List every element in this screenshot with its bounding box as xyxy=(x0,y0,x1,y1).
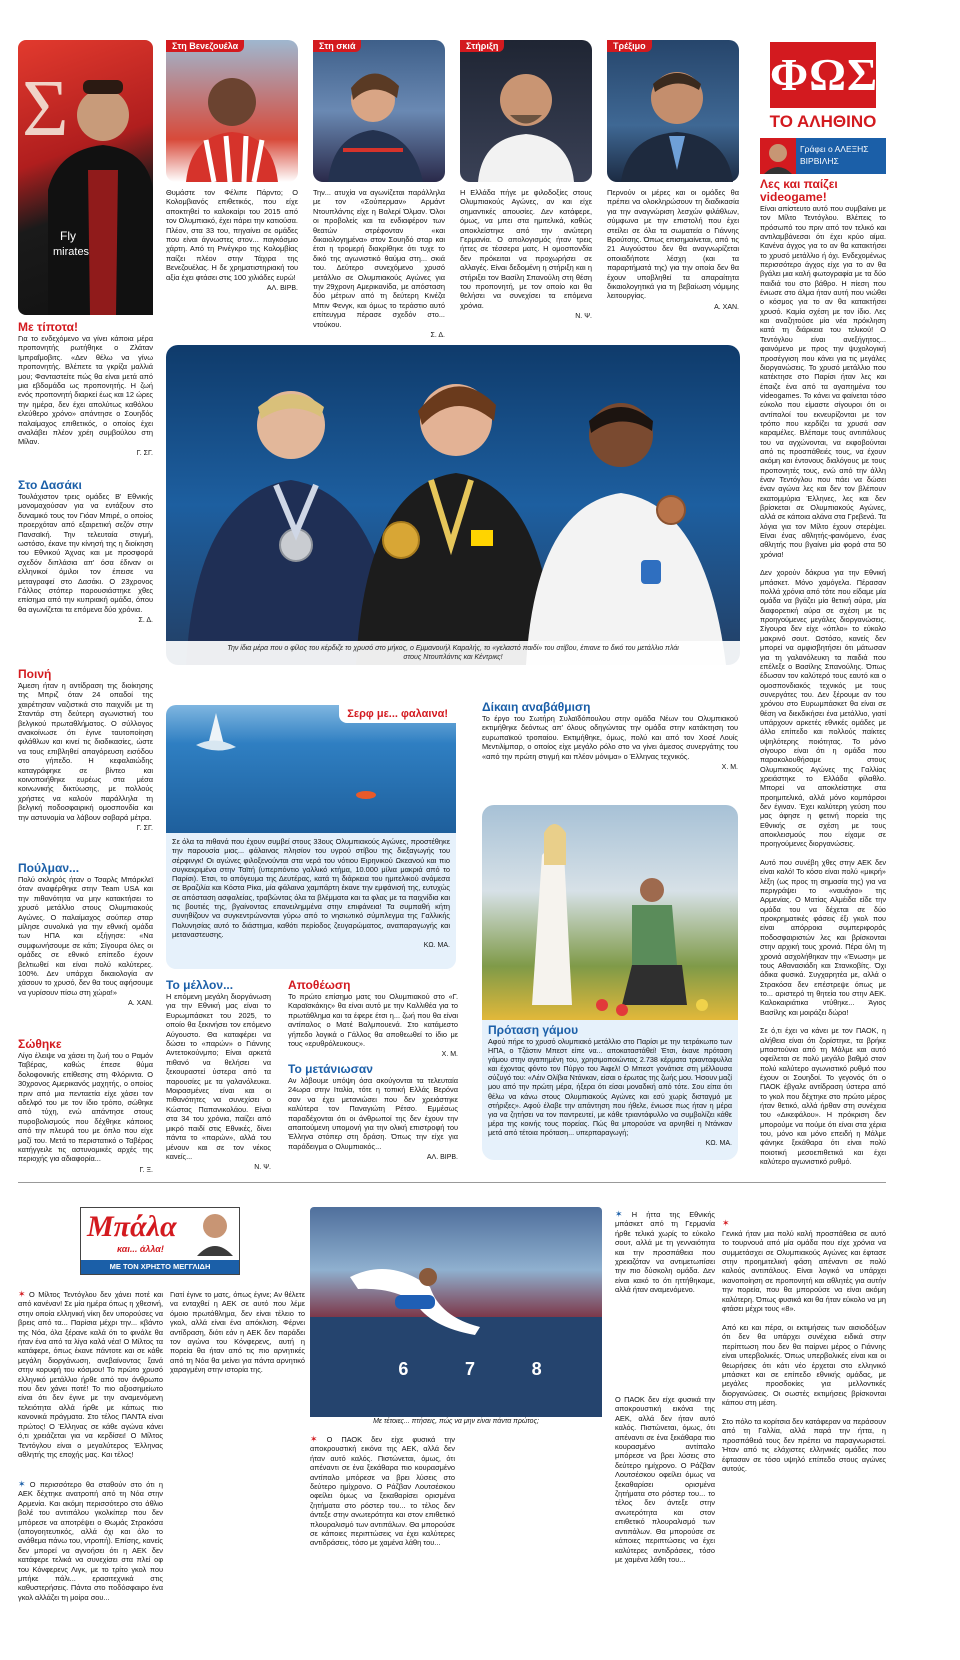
surf-photo xyxy=(166,705,456,833)
author-sig: ΑΛ. ΒΙΡΒ. xyxy=(266,285,298,293)
article-title: Ποινή xyxy=(18,667,52,681)
article-text: Λίγο έλειψε να χάσει τη ζωή του ο Ραμόν Ταβέρας, καθώς έπεσε θύμα δολοφονικής επίθεσης στη Φλόριντα. Ο 30χρονος Αμερικανός μαχητής, ο οποίος πριν από μια πενταετία είχε χάσει τον αδελφό του με τον ίδιο τρόπο, σώθηκε από τύχη, ενώ απάντησε στους πυροβολισμούς που δέχθηκε κάποιος από την πλευρά του με όπλο που είχε μαζί του. Μετά το περιστατικό ο Ταβέρας κατήγγειλε τις αστυνομικές αρχές της περιοχής για αδιαφορία... xyxy=(18,1051,153,1164)
top-column-text: Η Ελλάδα πήγε με φιλοδοξίες στους Ολυμπιακούς Αγώνες, αν και είχε σημαντικές απουσίες. Δεν κατάφερε, όμως, να μπει στα ημιτελικά, καθώς αποκλείστηκε από την ανώτερη Γερμανία. Ο απολογισμός ήταν τρεις ήττες σε τέσσερα ματς. Η ομοσπονδία δεν πρόκειται να προχωρήσει σε αλλαγές. Είναι δεδομένη η στήριξη και η στήριξει τον Βασίλη Σπανούλη στη θέση του προπονητή, με τον οποίο και θα θελήσει να συνεχίσει τα επόμενα χρόνια. xyxy=(460,188,592,310)
author-sig: Ν. Ψ. xyxy=(575,313,592,321)
star-icon: ✶ xyxy=(615,1209,623,1219)
article-text: Αφού πήρε το χρυσό ολυμπιακό μετάλλιο στο Παρίσι με την τετράκωπο των ΗΠΑ, ο Τζάστιν Μπεστ είπε να... αποκαταστάθεί! Έτσι, έκανε πρόταση γάμου στην αγαπημένη του, χρησιμοποιώντας 2.738 κέρματα τριανταφυλλα και έχοντας φόντο τον Πύργο του Άιφελ! Ο Μπεστ γονάτισε στη μέλλουσα σύζυγό του: «Λέιν Ολίβια Ντάνκαν, είσαι ο έρωτας της ζωής μου. Ήσουν μαζί μου από την πρώτη μέρα, ήξερα ότι είσαι μοναδική από τότε. Σου είπα ότι θέλω να κάνω στους Ολυμπιακούς Αγώνες και εσύ χωρίς δισταγμό με στήριξες». Αφού έλαβε την απάντηση που ήθελε, ένιωσε πως ήταν η μέρα για να ζητήσει να τον παντρευτεί, με κάθε τριαντάφυλλο να συμβολίζει κάθε μέρα της κοινής τους πορείας. Πώς θα μπορούσε να αρνηθεί η Ντάνκαν μετά από τέτοια πρόταση... υπερπαραγωγή; xyxy=(488,1037,732,1137)
article-title: Πούλμαν... xyxy=(18,861,80,875)
spanoulis-photo xyxy=(460,40,592,182)
surf-text: Σε όλα τα πιθανά που έχουν συμβεί στους 33ους Ολυμπιακούς Αγώνες, προστέθηκε την παρουσία μιας... φάλαινας πλησίον του υγρού στίβου της διεξαγωγής του σέρφινγκ! Οι αγώνες φιλοξενούνται στα νερά του νότιου Ειρηνικού Ωκεανού και πιο συγκεκριμένα στην Ταϊτή (υπερπόντιο γαλλικό κτήμα, 10.000 μίλια μακριά από το Παρίσι). Έτσι, το απόγευμα της Δευτέρας, κατά τη διάρκεια του ημιτελικού ανάμεσα σε Βραζιλία και Κόστα Ρίκα, μία φάλαινα χαμπάρτη έκανε την εμφάνισή της, ευτυχώς σε απόσταση ασφαλείας, τραβώντας όλα τα βλέμματα και τα φλας με τα παιχνίδια και τις βουτιές της, βγαίνοντας επανειλημμένα στην επιφάνεια! Τα συμπαθή κήτη συνηθίζουν να συγκεντρώνονται γύρω από το νησιωτικό σύμπλεγμα της Γαλλικής Πολυνησίας αυτό το διάστημα, καθότι περίοδος ζευγαρώματος, αναπαραγωγής και μεταναστευσης. xyxy=(172,837,450,939)
left-article-5 xyxy=(18,1037,153,1177)
whale-icon xyxy=(166,705,456,833)
photo-label: Τρέξιμο xyxy=(607,40,652,52)
top-column-text: Θυμάστε τον Φέλιπε Πάρντο; Ο Κολομβιανός επιθετικός, που είχε αποκτηθεί το καλοκαίρι του 2015 από τον Ολυμπιακό, έχει πάρει την κατιούσα. Πλέον, στα 33 του, πηγαίνει σε ομάδες που είναι άγνωστες στον... παγκόσμιο χάρτη. Από τη Ρινέγκρο της Κολομβίας παίζει πλέον στην Τάχιρα της Βενεζουέλας. Η δε χρηματιστηριακή του αξία έχει φτάσει στις 100 χιλιάδες ευρώ! xyxy=(166,188,298,282)
left-article-2 xyxy=(18,478,153,663)
mpala-col-5 xyxy=(722,1210,886,1650)
author-sig: ΑΛ. ΒΙΡΒ. xyxy=(426,1154,458,1162)
right-column xyxy=(760,178,886,1180)
photo-label: Στήριξη xyxy=(460,40,504,52)
author-sig: Σ. Δ. xyxy=(430,332,445,340)
top-column-2 xyxy=(313,188,445,338)
column-text: Ο περισσότερο θα σταθούν στο ότι η ΑΕΚ δέχτηκε ανατροπή από τη Νόα στην Αρμενία. Και ακόμη περισσότερο στο άθλιο βολέ του αντιπάλου γκολκίπερ που δεν μπόρεσε να αποτρέψει ο Θωμάς Στρακόσα (απογοητευτικός, αλλά όχι και όλο το ανάθεμα πάνω του, ντροπή). Επίσης, κανείς δεν μπορεί να αγνοήσει ότι η ΑΕΚ δεν κατάφερε τελικά να συνεχίσει στα πλεί οφ του Κόνφερενς Λιγκ, με το τρίτο γκολ που μπήκε πάλι... ερασιτεχνικά στις καθυστερήσεις. Πάντα στο ποδόσφαιρο ένα γκολ αλλάζει τη μοίρα σου... xyxy=(18,1480,163,1602)
author-sig: ΚΩ. ΜΑ. xyxy=(705,1140,732,1148)
player-portrait-icon xyxy=(166,40,298,182)
article-title: Το μέλλον... xyxy=(166,978,234,992)
byline-text: Γράφει ο ΑΛΕΞΗΣ ΒΙΡΒΙΛΗΣ xyxy=(800,144,869,166)
mpala-logo-main: Μπάλα xyxy=(87,1210,177,1243)
article-title: Με τίποτα! xyxy=(18,320,78,334)
column-text: Ο Μίλτος Τεντόγλου δεν χάνει ποτέ και από κανέναν! Σε μία ημέρα όπως η χθεσινή, στην οποία ελληνική νίκη δεν υπορούσες να βρεις από τα... Παρίσια μέχρι την... κβάντο της Νόα, όλα ξέρανε καλά ότι το φινάλε θα ήταν ένα από τα λίγα καλά νέα! Ο Μίλτος τα κατάφερε, όπως έκανε πάντοτε και σε κάθε μεγάλη διοργάνωση, ανεβαίνοντας ξανά στην κορυφή του κόσμου! Το πρώτο χρυσό ελληνικό μετάλλιο ήρθε από τον άνθρωπο που δεν χάνει ποτέ! Το πιο αξιοσημείωτο είναι ότι δεν έγινε με την αναμενόμενη τελειότητα αλλά ήρθε με κάπως πιο κανονικά πράγματα. Στο τέλος ΠΑΝΤΑ είναι πρώτος! Ο Έλληνας σε κάθε αγώνα κάνει ό,τι χρειάζεται για να κερδίσει! Ο Μίλτος Τεντόγλου είναι ο μεγαλύτερος Έλληνας αθλητής της εποχής μας. Και τέλος! xyxy=(18,1290,163,1459)
article-text: Άμεση ήταν η αντίδραση της διοίκησης της Μπριζ όταν 24 οπαδοί της χαιρέτησαν ναζιστικά στο παιχνίδι με τη Σταντάρ στη δεύτερη αγωνιστική του βελγικού πρωταθλήματος. Ο σύλλογος ανακοίνωσε ότι έγινε ταυτοποίηση φιλάθλων και κινεί τις διαδικασίες, ώστε να τους επιβληθεί απαγόρευση εισόδου στο γήπεδο. Η κεφαλαιώδης καταγράφηκε σε βίντεο και κοινοποιήθηκε ευρέως στα μέσα κοινωνικής δικτύωσης, με πολλούς χρήστες να καλούν παράλληλα τη βελγική ποδοσφαιρική ομοσπονδία και την αστυνομία να λάβουν σοβαρά μέτρα. xyxy=(18,681,153,822)
masthead-byline xyxy=(760,138,886,174)
mpala-col-2 xyxy=(18,1480,163,1650)
author-sig: ΚΩ. ΜΑ. xyxy=(423,942,450,950)
scoreboard-digit: 7 xyxy=(464,1359,475,1379)
article-title: Σώθηκε xyxy=(18,1037,62,1051)
zlatan-photo xyxy=(18,40,153,315)
article-text: Για το ενδεχόμενο να γίνει κάποια μέρα προπονητής ρωτήθηκε ο Ζλάταν Ιμπραΐμοβιτς. «Δεν θέλω να γίνω προπονητής. Βλέπετε τα γκρίζα μαλλιά μου; Φανταστείτε πώς θα είναι μετά από μια εβδομάδα ως προπονητής. Η ζωή ενός προπονητή διαρκεί έως και 12 ώρες την ημέρα, δεν έχει απολύτως καθόλου ελεύθερο χρόνο» απάντησε ο Σουηδός παλαίμαχος επιθετικός, ο οποίος έχει αναλάβει πλέον χρέη συμβούλου στη Μίλαν. xyxy=(18,334,153,447)
photo-label: Στη σκιά xyxy=(313,40,361,52)
mellon-article xyxy=(166,978,271,1172)
fos-logo-icon: ΦΩΣ xyxy=(770,49,879,100)
article-text: Αν λάβουμε υπόψη όσα ακούγονται τα τελευταία 24ωρα στην Ιταλία, τότε η τοπική Ελλάς Βερόνα σαν να έχει μετανιώσει που δεν χρειάστηκε καλύτερα τον Παναγιώτη Ρέτσο. Εμμέσως παραδέχονται ότι οι άνθρωποί της δεν έχουν την απαιτούμενη υπομονή για την ολική επιστροφή του Έλληνα στόπερ στη δράση. Όπως την είχε για παράδειγμα ο Ολυμπιακός... xyxy=(288,1076,458,1151)
surf-title: Σερφ με... φαλαινα! xyxy=(339,705,456,723)
masthead-subtitle: ΤΟ ΑΛΗΘΙΝΟ xyxy=(769,112,877,131)
jumper-icon xyxy=(310,1207,602,1417)
proposal-photo xyxy=(482,805,738,1020)
star-icon: ✶ xyxy=(18,1289,26,1299)
article-title: Στο Δασάκι xyxy=(18,478,82,492)
left-article-1 xyxy=(18,320,153,472)
podium-photo xyxy=(166,345,740,665)
star-icon: ✶ xyxy=(310,1434,318,1444)
pardo-photo xyxy=(166,40,298,182)
medalists-icon xyxy=(166,345,740,665)
article-title: Δίκαιη αναβάθμιση xyxy=(482,700,591,714)
author-avatar-icon xyxy=(760,138,796,174)
svg-text:Fly: Fly xyxy=(60,229,76,243)
author-sig: Α. ΧΑΝ. xyxy=(714,303,739,311)
column-text: Γιατί έγινε το ματς, όπως έγινε; Αν θέλετε να ενταχθεί η ΑΕΚ σε αυτό που λέμε όμοιο πρωτάθλημα, δεν είναι τέλειο το γκολ, αλλά είναι ένα απόκλιση. Φέρνει αντίδραση, διότι εάν η ΑΕΚ δεν παράδει τον αγώνα του Κόνφερενς, αυτή η πορεία θα ήταν από τις πιο αρνητικές από τη Νόα θα μείνει για πάντα αρνητικό χαραγμένη στην ιστορία της. xyxy=(170,1290,305,1375)
svg-text:mirates: mirates xyxy=(53,246,90,258)
column-text: Ο ΠΑΟΚ δεν είχε φυσικά την αποκρουστική εικόνα της ΑΕΚ, αλλά δεν ήταν αυτό καλός. Πιστώνεται, όμως, ότι απέναντι σε ένα ξεκάθαρα πιο κουρασμένο αντίπαλο μπόρεσε να βρει λύσεις στο δεύτερο ημίχρονο. Ο Ράζβαν Λουτσέσκου οφείλει όμως να ξεκαθαρίσει ορισμένα ζητήματα στο ρόστερ του... το τέλος δεν άντεξε στην ανωτερότητα και στον επιθετικό πλουραλισμό των αντιπάλων. Θα μπορούσε σε κάποιες περιπτώσεις να έχει καλύτερες αντιδράσεις, τόσο με χαμένα λάθη του... xyxy=(615,1395,715,1564)
photo-label: Στη Βενεζουέλα xyxy=(166,40,244,52)
dikaia-article xyxy=(482,700,738,800)
author-sig: Σ. Δ. xyxy=(138,617,153,625)
author-avatar-icon xyxy=(195,1210,235,1256)
article-text: Πολύ σκληρός ήταν ο Τσαρλς Μπάρκλεϊ όταν αναφέρθηκε στην Team USA και την πιθανότητα να μην κατακτήσει το χρυσό μετάλλιο στους Ολυμπιακούς Αγώνες. Ο παλαίμαχος σούπερ σταρ μίλησε συνολικά για την εθνική ομάδα των ΗΠΑ και εξήγησε: «Να συμφωνήσουμε σε κάτι; Σίγουρα όλες οι ομάδες σε εθνικό επίπεδο έχουν βελτιωθεί και είναι πολύ καλύτερες. 100%. Δεν υπάρχει δικαιολογία αν χάσουν το χρυσό, δεν θα τους αφήσουμε να γυρίσουν πίσω στη χώρα!» xyxy=(18,875,153,997)
scoreboard xyxy=(370,1357,570,1381)
longjump-caption: Με τέτοιες... πτήσεις, πώς να μην είναι πάντα πρώτος; xyxy=(373,1418,539,1425)
article-text: Τουλάχιστον τρεις ομάδες Β' Εθνικής μονομαχούσαν για να εντάξουν στο δυναμικό τους τον Γιόαν Μπιρέ, ο οποίος προερχόταν από εξαιρετική σεζόν στην Πανσαϊκή. Την τελευταία στιγμή, ωστόσο, έκανε την κίνησή της η διοίκηση του Εθνικού Άχνας και με προσφορά σχεδόν διπλάσια απ' όσα έδιναν οι ελληνικοί όμιλοι τον έπεισε να μεταγραφεί στο Δασάκι. Ο 23χρονος Γάλλος στόπερ παρουσιάστηκε χθες επίσημα από την κυπριακή ομάδα, όπου θα αγωνίζεται τα επόμενα δύο χρόνια. xyxy=(18,492,153,614)
mpala-logo-box xyxy=(80,1207,240,1275)
scoreboard-digit: 6 xyxy=(398,1359,409,1379)
star-icon: ✶ xyxy=(722,1218,730,1229)
article-title: Πρόταση γάμου xyxy=(488,1023,579,1037)
article-title: Το μετάνιωσαν xyxy=(288,1062,373,1076)
player-portrait-icon xyxy=(18,40,153,315)
left-article-3 xyxy=(18,667,153,857)
surf-text-box xyxy=(166,833,456,969)
column-text: Γενικά ήταν μια πολύ καλή προσπάθεια σε αυτό το τουρνουά από μία ομάδα που είχε χρόνια να συμμετάσχει σε Ολυμπιακούς Αγώνες και έφτασε στην προημιτελική φάση απέναντι σε πολύ καλούς αντιπάλους. Είναι λογικό να υπάρχει ικανοποίηση σε προπονητή και αθλητές για αυτήν την πορεία, που θα μπορούσε να είναι ακόμη καλύτερη. Όπως φυσικά και θα ήταν εύκολο να μη φτάσει μέχρι τους «8». Από κει και πέρα, οι εκτιμήσεις των αισιοδόξων ότι δεν θα υπάρχει συνέχεια ειδικά στην περίπτωση που δεν θα παίρνει μέρος ο Γιάννης είναι υπερβολικές. Όπως υπερβολικές είναι και οι θεωρήσεις ότι κάτι νέο έρχεται στο ελληνικό μπάσκετ και σε επίπεδο εθνικής ομάδας, με μεγάλες προσδοκίες για μελλοντικές διοργανώσεις. Οι σωστές εκτιμήσεις βρίσκονται κάπου στη μέση. Στο πόλο τα κορίτσια δεν κατάφεραν να περάσουν από τη Γαλλία, αλλά παρά την ήττα, η προσπάθειά τους δεν πρέπει να παραγνωριστεί. Ήταν από τις ελάχιστες ελληνικές ομάδες που έφτασαν σε τόσο υψηλό επίπεδο στους αγώνες αυτούς. xyxy=(722,1228,886,1473)
author-sig: Γ. ΣΓ. xyxy=(136,449,153,457)
top-column-4 xyxy=(607,188,739,338)
scoreboard-digit: 8 xyxy=(531,1359,542,1379)
mpala-byline: ΜΕ ΤΟΝ ΧΡΗΣΤΟ ΜΕΓΓΛΙΔΗ xyxy=(81,1260,239,1274)
official-portrait-icon xyxy=(607,40,739,182)
mpala-col-4 xyxy=(310,1435,455,1650)
mpala-mid-note xyxy=(615,1210,715,1390)
right-article-title: Λες και παίζει videogame! xyxy=(760,177,838,204)
top-column-text: Την... ατυχία να αγωνίζεται παράλληλα με τον «Σούπερμαν» Αρμάντ Ντουπλάντις είχε η Βαλερί Όλμαν. Όλοι οι προβολείς και τα ενδιαφέρον των θεατών στρέφονταν «και δικαιολογημένα» στον Σουηδό σταρ και έτσι η τρομερή διακρίθηκε ότι τυχε το δικό της αγωνιστικό θαύμα στη... σκιά του. Δεύτερο συνεχόμενο χρυσό μετάλλιο σε Ολυμπιακούς Αγώνες για την 29χρονη Αμερικανίδα, με απόσταση δύο μέτρων από τη δεύτερη Κινέζα Μπιν Φενγκ, και όμως το τεράστιο αυτό επίτευγμα πέρασε σχεδόν στο... ντούκου. xyxy=(313,188,445,329)
olman-photo xyxy=(313,40,445,182)
author-sig: Ν. Ψ. xyxy=(254,1164,271,1172)
mpala-col-1 xyxy=(18,1290,163,1480)
masthead-logo xyxy=(770,42,879,108)
top-column-text: Περνούν οι μέρες και οι ομάδες θα πρέπει να ολοκληρώσουν τη διαδικασία για την αναγνώριση λεσχών φιλάθλων, σύμφωνα με την επιστολή που έχει στείλει σε όλα τα σωματεία ο Γιάννης Βρούτσης. Όπως επισημαίνεται, από τις 21 Αυγούστου δεν θα αναγνωρίζεται οποιαδήποτε λέσχη (και τα παραρτήματά της) για την οποία δεν θα έχουν υποβληθεί τα απαραίτητα δικαιολογητικά για τη βεβαίωση νόμιμης λειτουργίας. xyxy=(607,188,739,301)
svg-text:Σ: Σ xyxy=(22,65,69,153)
longjump-photo xyxy=(310,1207,602,1417)
article-text: Η επόμενη μεγάλη διοργάνωση για την Εθνική μας είναι το Ευρωμπάσκετ του 2025, το οποίο θα ξεκινήσει τον επόμενο Αύγουστο. Θα καταφέρει να δώσει το «παρών» ο Γιάννης Αντετοκούνμπο; Είναι αρκετά πιθανό να θελήσει να ξεκουραστεί ύστερα από τα παρουσίες με τα γαλανόλευκα. Μοιρασμένες είναι και οι πιθανότητες να συνεχίσει ο Κώστας Παπανικολάου. Είναι στα 34 του χρόνια, παίζει από μικρό παιδί στις Εθνικές, δίνει πάντα το «παρών», αλλά του μένουν και σε τον νέκος κανείς... xyxy=(166,992,271,1161)
left-article-4 xyxy=(18,861,153,1033)
author-sig: Χ. Μ. xyxy=(441,1051,458,1059)
section-divider xyxy=(18,1182,886,1183)
mpala-col-3 xyxy=(170,1290,305,1650)
column-text: Ο ΠΑΟΚ δεν είχε φυσικά την αποκρουστική εικόνα της ΑΕΚ, αλλά δεν ήταν αυτό καλός. Πιστώνεται, όμως, ότι απέναντι σε ένα ξεκάθαρα πιο κουρασμένο αντίπαλο μπόρεσε να βρει λύσεις στο δεύτερο ημίχρονο. Ο Ράζβαν Λουτσέσκου οφείλει όμως να ξεκαθαρίσει ορισμένα ζητήματα στο ρόστερ του... το τέλος δεν άντεξε στην ανωτερότητα και στον επιθετικό πλουραλισμό των αντιπάλων. Θα μπορούσε σε κάποιες περιπτώσεις να έχει καλύτερες αντιδράσεις, τόσο με χαμένα λάθη του... xyxy=(310,1435,455,1548)
article-text: Το πρώτο επίσημο ματς του Ολυμπιακού στο «Γ. Καραϊσκάκης» θα είναι αυτό με την Καλλιθέα για το πρωτάθλημα και τα έφερε έτσι η... ζωή που θα είναι αντίπαλος ο Ματέ Βαλμπουενά. Στο κατάμεστο γήπεδο λογικά ο Γάλλος θα αποθεωθεί το ίδιο με τους «ερυθρόλευκους». xyxy=(288,992,458,1049)
coach-portrait-icon xyxy=(460,40,592,182)
article-text: Το έργο του Σωτήρη Συλαϊδόπουλου στην ομάδα Νέων του Ολυμπιακού εκτιμήθηκε δεόντως απ' όλους οδηγώντας την ομάδα στην κατάκτηση του ευρωπαϊκού τροπαίου. Εκτιμήθηκε, όμως, πολύ και από τον Χοσέ Λουίς Μεντιλίμπαρ, ο οποίος είχε μεγάλο ρόλο στο να γίνει άμεσος συνεργάτης του «από την πρώτη στιγμή και πλέον μόνιμα» ο Έλληνας τεχνικός. xyxy=(482,714,738,761)
mpala-logo-sub: και... άλλα! xyxy=(117,1244,164,1254)
mpala-col-6 xyxy=(615,1395,715,1650)
author-sig: Α. ΧΑΝ. xyxy=(128,1000,153,1008)
athlete-portrait-icon xyxy=(313,40,445,182)
top-column-1 xyxy=(166,188,298,338)
article-title: Αποθέωση xyxy=(288,978,351,992)
left-column xyxy=(18,320,153,1175)
photo-caption: Την ίδια μέρα που ο φίλος του κέρδιζε το χρυσό στο μήκος, ο Εμμανουήλ Καραλής, το «γελαστό παιδί» του στίβου, έπιανε το δικό του μετάλλιο πλάι στους Ντουπλάντις και Κέντρικς! xyxy=(166,641,740,665)
top-column-3 xyxy=(460,188,592,338)
proposal-text-box xyxy=(482,1020,738,1160)
apotheosi-article xyxy=(288,978,458,1059)
metanioses-article xyxy=(288,1062,458,1162)
star-icon: ✶ xyxy=(18,1479,26,1489)
couple-icon xyxy=(482,805,738,1020)
column-text: Η ήττα της Εθνικής μπάσκετ από τη Γερμανία ήρθε τελικά χωρίς το εύκολο σουτ, αλλά με τη γενναιότητα και την προσπάθεια που χρειαζόταν να αντιμετωπίσει την πιο δύσκολη ομάδα. Δεν είναι κακό το ότι ηττήθηκαμε, αλλά ήταν αναμενόμενο. xyxy=(615,1210,715,1295)
author-sig: Χ. Μ. xyxy=(721,764,738,772)
author-sig: Γ. ΣΓ. xyxy=(136,825,153,833)
author-sig: Γ. Ξ. xyxy=(139,1166,153,1174)
vroutsis-photo xyxy=(607,40,739,182)
right-article-text: Είναι απίστευτο αυτό που συμβαίνει με τον Μίλτο Τεντόγλου. Βλέπεις το πρόσωπό του πριν από τον τελικό και αντιλαμβάνεσαι ότι έχει κρύο αίμα. Κανένα άγχος για το αν θα κατακτήσει το χρυσό μετάλλιο ή όχι. Ενδεχομένως περισσότερο άγχος είχε για το αν θα βγάλει μια καλή φωτογραφία με τα δύο παιδιά του στο βάθρο. Η πίεση που ένιωσε στο άλμα ήταν αυτή που νιώθει ο κόσμος για το αν θα κατακτήσει χρυσό. Καμία σχέση με τον ίδιο. Λες και αναζητούσε μία νέα πρόκληση κατά τη διάρκεια του τελικού! Ο Τεντόγλου είναι ανεξήγητος... φαινόμενο με προς την ψυχολογική προσέγγιση που κάνει για τις μεγάλες διοργανώσεις. Το χρυσό μετάλλιο που κατέκτησε στο Παρίσι ήταν λες και έπαιζε ένα από τα αγαπημένα του videogames. Το κάνει να φαίνεται τόσο εύκολο που είμαστε σίγουροι ότι οι αντίπαλοί του εκνευρίζονται με τον τρόπο που κερδίζει τα χρυσά σαν καραμέλες. Βλέπαμε τους αντιπάλους του να αγχώνονται, να εκφοβούνται από τις προσπάθειές τους, να έχουν ακόμη και έντονους διαλόγους με τους προπονητές τους, ενώ από την άλλη έναν Τεντόγλου που πάει να δώσει έναν αγώνα λες και δεν τον βλέπουν εκατομμύρια Έλληνες, λες και δεν βρίσκεται σε Ολυμπιακούς Αγώνες, αλλά σε κάποια αλάνα στα Γρεβενά. Τα λόγια για τον Μίλτο έχουν στερέψει. Είναι ένας αθλητής-φαινόμενο, ένας αθλητής που βγαίνει μία φορά στα 50 χρόνια! Δεν χορούν δάκρυα για την Εθνική μπάσκετ. Μόνο χαμόγελα. Πέρασαν πολλά χρόνια από τότε που είδαμε μία ομάδα να βγάζει μία θετική αύρα, μία διαφορετική αύρα σε σχέση με τις προηγούμενες μεγάλες διοργανώσεις. Σίγουρα δεν είχε «όπλο» το εύκολο μακρινό σουτ. Ωστόσο, κανείς δεν μπορεί να αμφισβητήσει ότι μάτωσαν για τη γαλανόλευκη τα παιδιά που επέλεξε ο Βασίλης Σπανούλης. Όπως έδωσαν τον καλύτερό τους εαυτό και ο ομοσπονδιακός τεχνικός με τους συνεργάτες του. Δεν ξέρουμε αν του χρόνου στο Ευρωμπάσκετ θα είναι σε θέση να διεκδικήσει ένα μετάλλιο, γιατί υπάρχουν αρκετές εθνικές ομάδες με άλλο επίπεδο και πολλούς παίκτες υψηλότερης ποιότητας. Το μόνο σίγουρο είναι ότι η ομάδα που παρακολουθήσαμε στους Ολυμπιακούς Αγώνες της Γαλλίας χρειάστηκε το Ελλάδα φίλαθλο. Μπορεί να αποκλείστηκε στα προημιτελικά, αλλά μόνο κομπάρσοι δεν έγιναν. Έχει καλύτερη γεύση που μας άφησε η φετινή πορεία της Εθνικής σε σχέση με τους αποκλεισμούς που είχαμε σε προηγούμενες διοργανώσεις. Αυτό που συνέβη χθες στην ΑΕΚ δεν είναι καλό! Το κόσο είναι πολύ «μικρή» λέξη (ως προς τη σημασία της) για να περιγράψει το «ναυάγιο» της Αρμενίας. Ο Ματίας Αλμέιδα είδε την ομάδα του να δέχεται σε δύο προκρηματικές φάσεις έξι γκολ που είναι απόρροια συμπεριφοράς ποδοσφαιριστών λες και βρίσκονται στην αρχική τους χρονιά. Πέρα όλη τη χρονιά ασχολήθηκαν την «Ένωση» με τους Αθανασιάδη και Στανκοβίτς. Όχι άδικα φυσικά. Συγχαρητέα με, αλλά ο Στρακόσα δεν επέστρεψε όπως με το... αριστερό τη θητεία του στην ΑΕΚ. Καλοκαιριάτικα ντύθηκε... Άγιος Βασίλης και μοιράζει δώρα! Σε ό,τι έχει να κάνει με τον ΠΑΟΚ, η αλήθεια είναι ότι ζορίστηκε, τα βρήκε μπαστούνια από τη Μάλμε και αυτό οφείλεται σε πολύ μεγάλο βαθμό στον πολύ καλύτερο αγωνιστικό ρυθμό που έχουν οι Σουηδοί. Το γεγονός ότι ο ΠΑΟΚ έβγαλε αντίδραση ύστερα από το γκολ που δέχτηκε στο πρώτο μέρος ήταν θετικό, αλλά ήρθαν στη συνέχεια του «Δικεφάλου». Η πρόκριση δεν μπορούμε να πούμε ότι είναι στα χέρια του, μόνο και μόνο επειδή η Μάλμε φάνηκε ξεκάθαρα ότι είναι πολύ ποιοτική μεσοεπιθετικά και έχει καλύτερο αγωνιστικό ρυθμό. xyxy=(760,204,887,1167)
